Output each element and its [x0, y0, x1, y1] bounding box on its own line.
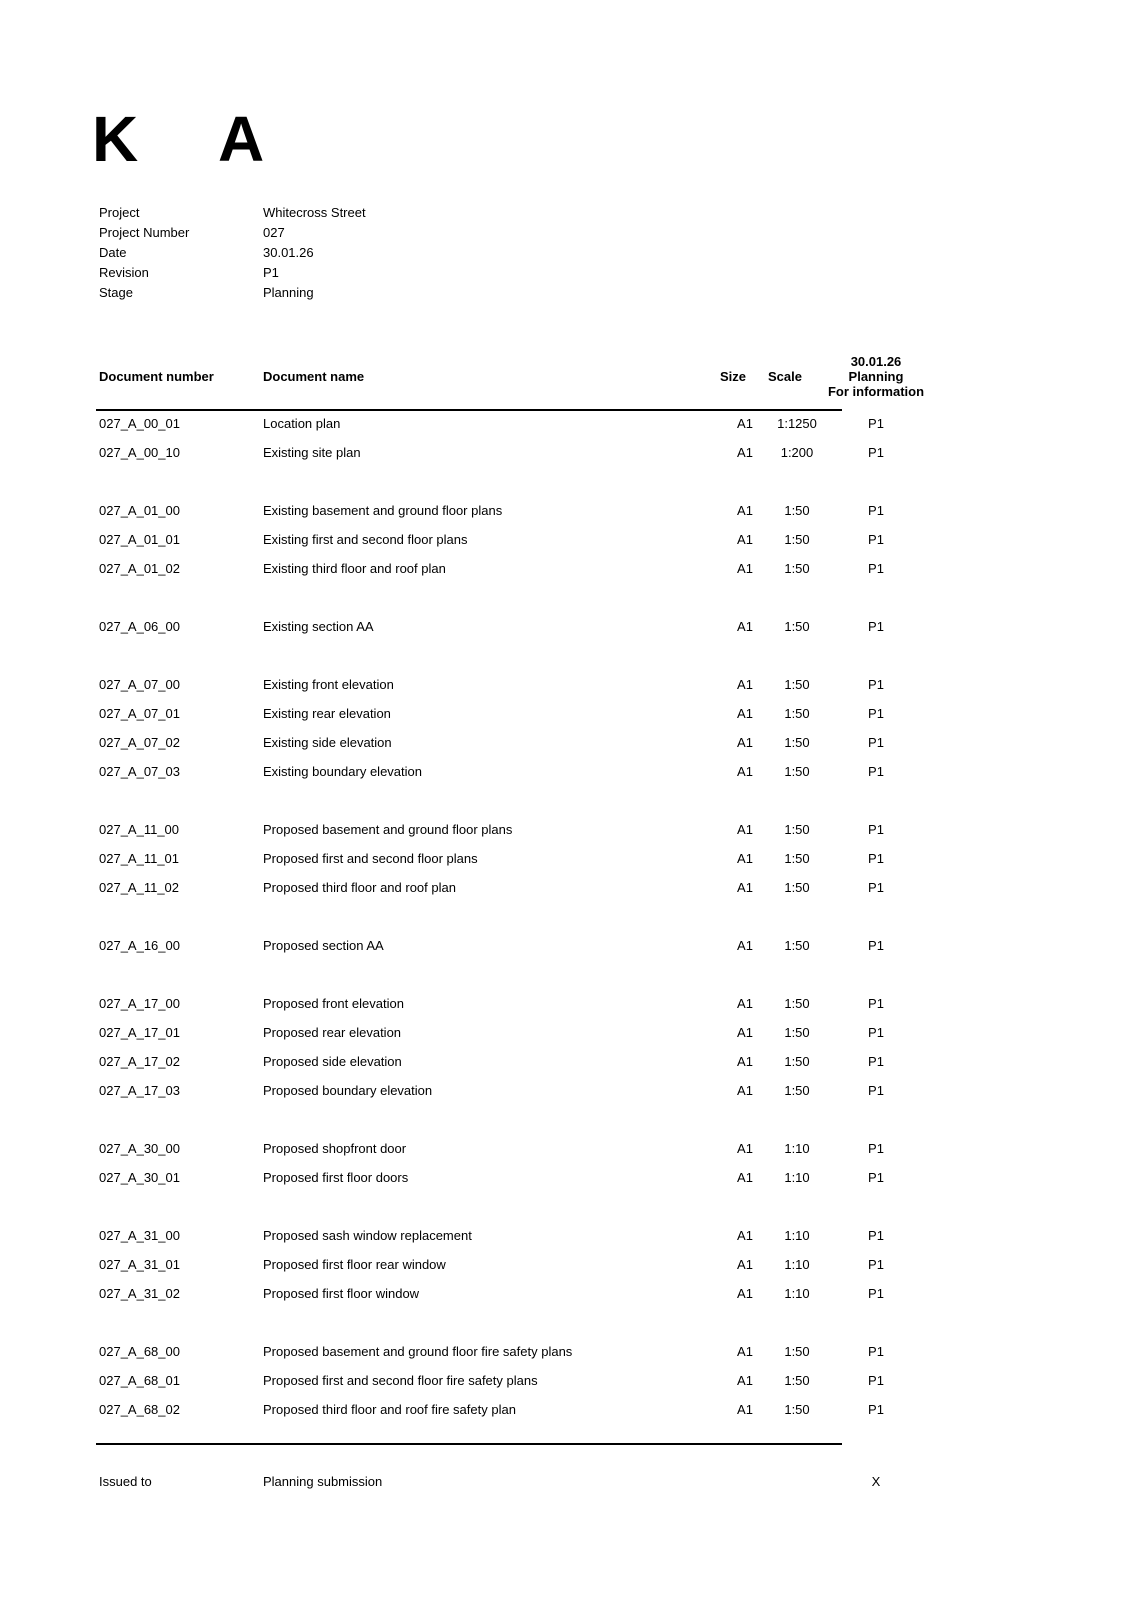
document-size: A1	[737, 1228, 753, 1243]
document-size: A1	[737, 938, 753, 953]
header-scale: Scale	[768, 369, 802, 384]
document-name: Proposed basement and ground floor fire safety plans	[263, 1344, 573, 1359]
header-size: Size	[720, 369, 747, 384]
document-name: Proposed boundary elevation	[263, 1083, 433, 1098]
document-revision: P1	[868, 677, 884, 692]
header-document-number: Document number	[99, 369, 214, 384]
document-name: Proposed first and second floor plans	[263, 851, 478, 866]
document-size: A1	[737, 764, 753, 779]
issued-to-label: Issued to	[99, 1474, 152, 1489]
document-size: A1	[737, 1402, 753, 1417]
table-row	[96, 1163, 884, 1192]
document-size: A1	[737, 561, 753, 576]
document-size: A1	[737, 1141, 753, 1156]
document-size: A1	[737, 1344, 753, 1359]
revision-label: Revision	[99, 265, 149, 280]
document-number: 027_A_01_02	[99, 561, 180, 576]
document-scale: 1:50	[784, 996, 810, 1011]
document-name: Existing rear elevation	[263, 706, 391, 721]
document-scale: 1:50	[784, 735, 810, 750]
document-revision: P1	[868, 1228, 884, 1243]
document-name: Proposed third floor and roof plan	[263, 880, 456, 895]
document-number: 027_A_01_00	[99, 503, 180, 518]
table-row	[96, 525, 884, 554]
document-number: 027_A_00_10	[99, 445, 180, 460]
table-row	[96, 670, 884, 699]
document-scale: 1:50	[784, 1083, 810, 1098]
table-header	[96, 351, 925, 411]
document-revision: P1	[868, 1054, 884, 1069]
header-document-name: Document name	[263, 369, 365, 384]
document-size: A1	[737, 735, 753, 750]
logo-letter-k: K	[92, 103, 139, 175]
document-scale: 1:50	[784, 619, 810, 634]
document-name: Proposed rear elevation	[263, 1025, 402, 1040]
document-size: A1	[737, 1054, 753, 1069]
document-revision: P1	[868, 1402, 884, 1417]
document-number: 027_A_07_00	[99, 677, 180, 692]
document-number: 027_A_07_03	[99, 764, 180, 779]
document-name: Location plan	[263, 416, 341, 431]
issue-footer	[96, 1472, 881, 1492]
table-row	[96, 873, 884, 902]
document-scale: 1:10	[784, 1141, 810, 1156]
document-revision: P1	[868, 1025, 884, 1040]
document-scale: 1:50	[784, 1373, 810, 1388]
table-row	[96, 1250, 884, 1279]
row-group	[96, 989, 884, 1105]
document-size: A1	[737, 677, 753, 692]
table-row	[96, 989, 884, 1018]
table-row	[96, 1279, 884, 1308]
document-size: A1	[737, 503, 753, 518]
document-name: Existing site plan	[263, 445, 361, 460]
issued-to-value: Planning submission	[263, 1474, 383, 1489]
document-name: Existing front elevation	[263, 677, 394, 692]
document-number: 027_A_68_01	[99, 1373, 180, 1388]
document-scale: 1:50	[784, 677, 810, 692]
header-issue-purpose: For information	[827, 384, 925, 399]
document-size: A1	[737, 822, 753, 837]
project-info	[99, 203, 599, 303]
document-size: A1	[737, 1373, 753, 1388]
project-info-row	[99, 223, 599, 243]
document-number: 027_A_31_01	[99, 1257, 180, 1272]
document-size: A1	[737, 445, 753, 460]
document-revision: P1	[868, 1344, 884, 1359]
table-row	[96, 1221, 884, 1250]
table-row	[96, 699, 884, 728]
document-revision: P1	[868, 706, 884, 721]
document-name: Existing basement and ground floor plans	[263, 503, 503, 518]
project-info-row	[99, 263, 599, 283]
document-name: Proposed basement and ground floor plans	[263, 822, 513, 837]
document-number: 027_A_01_01	[99, 532, 180, 547]
document-size: A1	[737, 706, 753, 721]
document-scale: 1:200	[780, 445, 814, 460]
project-value: Whitecross Street	[263, 205, 366, 220]
date-value: 30.01.26	[263, 245, 314, 260]
document-size: A1	[737, 532, 753, 547]
document-number: 027_A_00_01	[99, 416, 180, 431]
document-scale: 1:1250	[777, 416, 817, 431]
table-row	[96, 438, 884, 467]
document-number: 027_A_68_02	[99, 1402, 180, 1417]
issued-to-mark: X	[871, 1474, 881, 1489]
document-number: 027_A_17_00	[99, 996, 180, 1011]
document-size: A1	[737, 880, 753, 895]
document-revision: P1	[868, 619, 884, 634]
document-list	[96, 409, 884, 1453]
document-scale: 1:50	[784, 706, 810, 721]
document-number: 027_A_31_00	[99, 1228, 180, 1243]
table-row	[96, 1395, 884, 1424]
document-number: 027_A_30_00	[99, 1141, 180, 1156]
document-scale: 1:10	[784, 1170, 810, 1185]
table-row	[96, 844, 884, 873]
document-scale: 1:50	[784, 1402, 810, 1417]
table-row	[96, 409, 884, 438]
document-scale: 1:50	[784, 532, 810, 547]
document-name: Proposed first floor rear window	[263, 1257, 446, 1272]
document-name: Proposed third floor and roof fire safety plan	[263, 1402, 516, 1417]
document-number: 027_A_68_00	[99, 1344, 180, 1359]
document-scale: 1:50	[784, 880, 810, 895]
stage-value: Planning	[263, 285, 314, 300]
header-issue	[811, 354, 941, 399]
document-revision: P1	[868, 822, 884, 837]
document-name: Proposed sash window replacement	[263, 1228, 472, 1243]
row-group	[96, 1337, 884, 1424]
document-name: Proposed first floor window	[263, 1286, 420, 1301]
table-row	[96, 815, 884, 844]
header-issue-stage: Planning	[848, 369, 904, 384]
document-number: 027_A_07_02	[99, 735, 180, 750]
logo-letter-a: A	[218, 103, 265, 175]
project-number-value: 027	[263, 225, 285, 240]
document-size: A1	[737, 851, 753, 866]
document-revision: P1	[868, 764, 884, 779]
document-name: Proposed shopfront door	[263, 1141, 407, 1156]
table-row	[96, 496, 884, 525]
document-name: Existing side elevation	[263, 735, 392, 750]
project-info-row	[99, 203, 599, 223]
document-scale: 1:50	[784, 764, 810, 779]
document-name: Existing first and second floor plans	[263, 532, 468, 547]
document-name: Existing section AA	[263, 619, 374, 634]
table-row	[96, 1076, 884, 1105]
document-name: Proposed first floor doors	[263, 1170, 409, 1185]
document-number: 027_A_11_02	[99, 880, 180, 895]
project-info-row	[99, 243, 599, 263]
document-scale: 1:10	[784, 1286, 810, 1301]
document-scale: 1:50	[784, 1344, 810, 1359]
row-group	[96, 409, 884, 467]
row-group	[96, 1221, 884, 1308]
row-group	[96, 1134, 884, 1192]
document-size: A1	[737, 1286, 753, 1301]
document-scale: 1:50	[784, 822, 810, 837]
document-revision: P1	[868, 1083, 884, 1098]
document-scale: 1:50	[784, 1025, 810, 1040]
document-revision: P1	[868, 851, 884, 866]
document-number: 027_A_17_01	[99, 1025, 180, 1040]
document-scale: 1:50	[784, 1054, 810, 1069]
document-revision: P1	[868, 1373, 884, 1388]
table-row	[96, 1366, 884, 1395]
document-size: A1	[737, 416, 753, 431]
document-number: 027_A_17_02	[99, 1054, 180, 1069]
document-name: Existing third floor and roof plan	[263, 561, 446, 576]
document-number: 027_A_11_01	[99, 851, 180, 866]
document-number: 027_A_16_00	[99, 938, 180, 953]
document-revision: P1	[868, 938, 884, 953]
document-revision: P1	[868, 996, 884, 1011]
table-row	[96, 1337, 884, 1366]
table-row	[96, 1047, 884, 1076]
document-scale: 1:50	[784, 561, 810, 576]
row-group	[96, 612, 884, 641]
document-number: 027_A_11_00	[99, 822, 180, 837]
table-row	[96, 728, 884, 757]
document-size: A1	[737, 1083, 753, 1098]
table-row	[96, 1134, 884, 1163]
logo	[92, 104, 332, 174]
document-revision: P1	[868, 416, 884, 431]
date-label: Date	[99, 245, 127, 260]
project-info-row	[99, 283, 599, 303]
document-revision: P1	[868, 735, 884, 750]
row-group	[96, 931, 884, 960]
document-scale: 1:50	[784, 503, 810, 518]
document-size: A1	[737, 1170, 753, 1185]
document-number: 027_A_07_01	[99, 706, 180, 721]
row-group	[96, 670, 884, 786]
project-number-label: Project Number	[99, 225, 190, 240]
footer-divider	[96, 1443, 842, 1445]
document-number: 027_A_31_02	[99, 1286, 180, 1301]
document-size: A1	[737, 1025, 753, 1040]
stage-label: Stage	[99, 285, 133, 300]
document-revision: P1	[868, 880, 884, 895]
header-issue-date: 30.01.26	[850, 354, 902, 369]
document-revision: P1	[868, 1286, 884, 1301]
document-scale: 1:50	[784, 851, 810, 866]
table-row	[96, 757, 884, 786]
document-size: A1	[737, 996, 753, 1011]
document-revision: P1	[868, 445, 884, 460]
document-scale: 1:10	[784, 1257, 810, 1272]
document-revision: P1	[868, 561, 884, 576]
document-number: 027_A_30_01	[99, 1170, 180, 1185]
document-number: 027_A_17_03	[99, 1083, 180, 1098]
document-size: A1	[737, 1257, 753, 1272]
document-revision: P1	[868, 1141, 884, 1156]
document-scale: 1:10	[784, 1228, 810, 1243]
row-group	[96, 496, 884, 583]
document-name: Existing boundary elevation	[263, 764, 422, 779]
project-label: Project	[99, 205, 140, 220]
revision-value: P1	[263, 265, 279, 280]
document-name: Proposed front elevation	[263, 996, 404, 1011]
document-revision: P1	[868, 532, 884, 547]
table-row	[96, 612, 884, 641]
table-row	[96, 554, 884, 583]
document-size: A1	[737, 619, 753, 634]
document-revision: P1	[868, 1170, 884, 1185]
document-scale: 1:50	[784, 938, 810, 953]
row-group	[96, 815, 884, 902]
document-revision: P1	[868, 1257, 884, 1272]
table-row	[96, 931, 884, 960]
table-row	[96, 1018, 884, 1047]
document-name: Proposed side elevation	[263, 1054, 402, 1069]
document-name: Proposed section AA	[263, 938, 384, 953]
document-name: Proposed first and second floor fire safety plans	[263, 1373, 538, 1388]
document-number: 027_A_06_00	[99, 619, 180, 634]
document-revision: P1	[868, 503, 884, 518]
